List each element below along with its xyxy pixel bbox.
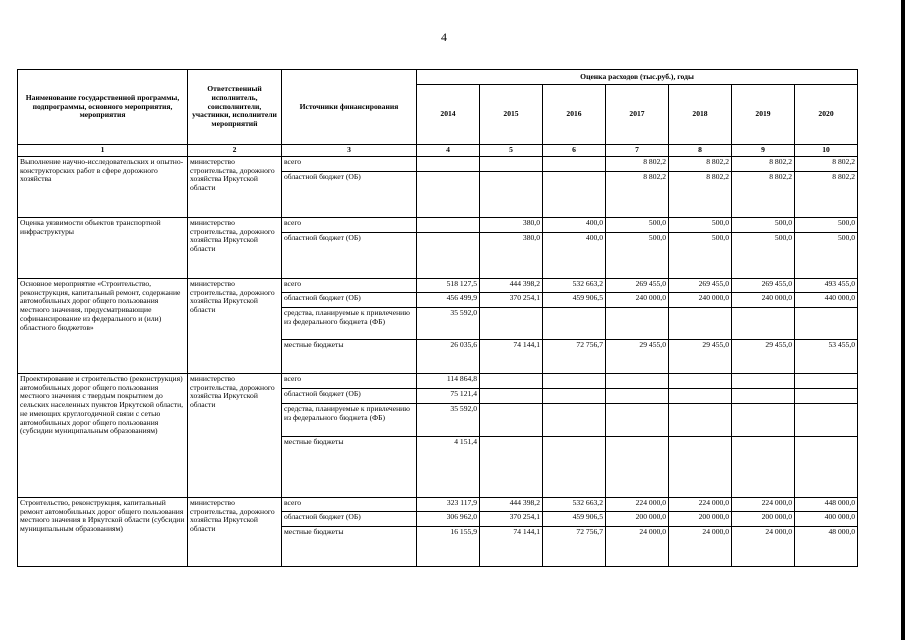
value-cell: 48 000,0: [795, 527, 858, 567]
value-cell: 35 592,0: [417, 404, 480, 437]
column-number: 3: [282, 145, 417, 157]
value-cell: 75 121,4: [417, 389, 480, 404]
value-cell: 370 254,1: [480, 293, 543, 308]
row-executor: министерство строительства, дорожного хозяйства Иркутской области: [188, 374, 282, 498]
row-source: местные бюджеты: [282, 437, 417, 498]
value-cell: [417, 233, 480, 279]
value-cell: [417, 172, 480, 218]
value-cell: [795, 404, 858, 437]
header-estimate: Оценка расходов (тыс.руб.), годы: [417, 70, 858, 85]
value-cell: 8 802,2: [732, 157, 795, 172]
row-source: местные бюджеты: [282, 340, 417, 374]
column-number: 9: [732, 145, 795, 157]
value-cell: 459 906,5: [543, 512, 606, 527]
value-cell: 440 000,0: [795, 293, 858, 308]
value-cell: 8 802,2: [795, 157, 858, 172]
value-cell: 400,0: [543, 233, 606, 279]
value-cell: [732, 308, 795, 340]
value-cell: 500,0: [669, 233, 732, 279]
value-cell: [417, 157, 480, 172]
value-cell: 24 000,0: [669, 527, 732, 567]
column-number: 10: [795, 145, 858, 157]
value-cell: 224 000,0: [669, 498, 732, 512]
row-source: областной бюджет (ОБ): [282, 233, 417, 279]
value-cell: 26 035,6: [417, 340, 480, 374]
value-cell: 8 802,2: [669, 172, 732, 218]
value-cell: [417, 218, 480, 233]
row-source: всего: [282, 498, 417, 512]
row-program-name: Основное мероприятие «Строительство, реконструкция, капитальный ремонт, содержание автомобильных дорог общего пользования местного значения, предусматривающие софинансирование из федерального и (или) областного бюджетов»: [18, 279, 188, 374]
budget-table: [17, 69, 858, 567]
value-cell: 16 155,9: [417, 527, 480, 567]
row-source: всего: [282, 279, 417, 293]
value-cell: 8 802,2: [795, 172, 858, 218]
header-executor: Ответственный исполнитель, соисполнители, участники, исполнители мероприятий: [188, 70, 282, 145]
value-cell: 200 000,0: [732, 512, 795, 527]
value-cell: [480, 404, 543, 437]
value-cell: 240 000,0: [732, 293, 795, 308]
value-cell: 306 962,0: [417, 512, 480, 527]
header-year: 2017: [606, 85, 669, 145]
value-cell: 370 254,1: [480, 512, 543, 527]
value-cell: 200 000,0: [606, 512, 669, 527]
page-edge-bar: [901, 0, 905, 640]
row-executor: министерство строительства, дорожного хозяйства Иркутской области: [188, 157, 282, 218]
value-cell: [543, 374, 606, 389]
value-cell: 500,0: [795, 218, 858, 233]
value-cell: [795, 308, 858, 340]
value-cell: [543, 437, 606, 498]
value-cell: 500,0: [732, 218, 795, 233]
table-row: [18, 279, 858, 293]
value-cell: 500,0: [606, 218, 669, 233]
table-row: [18, 218, 858, 233]
value-cell: 380,0: [480, 218, 543, 233]
value-cell: [732, 404, 795, 437]
value-cell: 532 663,2: [543, 279, 606, 293]
value-cell: 8 802,2: [669, 157, 732, 172]
value-cell: [606, 308, 669, 340]
value-cell: [732, 374, 795, 389]
value-cell: 400,0: [543, 218, 606, 233]
column-number: 6: [543, 145, 606, 157]
value-cell: [480, 389, 543, 404]
value-cell: 240 000,0: [606, 293, 669, 308]
row-source: областной бюджет (ОБ): [282, 172, 417, 218]
value-cell: [606, 404, 669, 437]
value-cell: [606, 389, 669, 404]
value-cell: [606, 374, 669, 389]
value-cell: 269 455,0: [669, 279, 732, 293]
value-cell: 74 144,1: [480, 340, 543, 374]
value-cell: 72 756,7: [543, 340, 606, 374]
header-sources: Источники финансирования: [282, 70, 417, 145]
row-source: областной бюджет (ОБ): [282, 293, 417, 308]
value-cell: 24 000,0: [606, 527, 669, 567]
header-year: 2015: [480, 85, 543, 145]
value-cell: 29 455,0: [732, 340, 795, 374]
table-row: [18, 157, 858, 172]
value-cell: 380,0: [480, 233, 543, 279]
value-cell: 400 000,0: [795, 512, 858, 527]
value-cell: 29 455,0: [606, 340, 669, 374]
row-source: всего: [282, 157, 417, 172]
value-cell: 269 455,0: [732, 279, 795, 293]
value-cell: 224 000,0: [606, 498, 669, 512]
column-number: 7: [606, 145, 669, 157]
table-row: [18, 374, 858, 389]
value-cell: 35 592,0: [417, 308, 480, 340]
value-cell: [669, 374, 732, 389]
value-cell: 8 802,2: [606, 172, 669, 218]
header-program: Наименование государственной программы, подпрограммы, основного мероприятия, мероприятия: [18, 70, 188, 145]
row-source: областной бюджет (ОБ): [282, 512, 417, 527]
header-year: 2019: [732, 85, 795, 145]
column-number: 8: [669, 145, 732, 157]
column-number: 4: [417, 145, 480, 157]
value-cell: [543, 308, 606, 340]
value-cell: 114 864,8: [417, 374, 480, 389]
header-year: 2016: [543, 85, 606, 145]
value-cell: [543, 172, 606, 218]
value-cell: 459 906,5: [543, 293, 606, 308]
value-cell: [480, 172, 543, 218]
value-cell: 29 455,0: [669, 340, 732, 374]
value-cell: [795, 437, 858, 498]
row-source: всего: [282, 218, 417, 233]
column-number: 5: [480, 145, 543, 157]
value-cell: 500,0: [606, 233, 669, 279]
row-program-name: Строительство, реконструкция, капитальный ремонт автомобильных дорог общего пользования местного значения в Иркутской области (субсидии муниципальным образованиям): [18, 498, 188, 567]
header-year: 2014: [417, 85, 480, 145]
value-cell: 493 455,0: [795, 279, 858, 293]
value-cell: [732, 437, 795, 498]
value-cell: 74 144,1: [480, 527, 543, 567]
value-cell: [669, 308, 732, 340]
value-cell: 444 398,2: [480, 279, 543, 293]
value-cell: 53 455,0: [795, 340, 858, 374]
value-cell: [543, 157, 606, 172]
table-row: [18, 498, 858, 512]
value-cell: [669, 404, 732, 437]
value-cell: [480, 157, 543, 172]
column-number-row: [18, 145, 858, 157]
value-cell: [795, 374, 858, 389]
row-source: средства, планируемые к привлечению из федерального бюджета (ФБ): [282, 404, 417, 437]
value-cell: [732, 389, 795, 404]
row-program-name: Проектирование и строительство (реконструкция) автомобильных дорог общего пользования местного значения с твердым покрытием до сельских населенных пунктов Иркутской области, не имеющих круглогодичной связи с сетью автомобильных дорог общего пользования (субсидии муниципальным образованиям): [18, 374, 188, 498]
value-cell: [480, 374, 543, 389]
value-cell: [480, 308, 543, 340]
value-cell: [543, 404, 606, 437]
column-number: 2: [188, 145, 282, 157]
header-year: 2018: [669, 85, 732, 145]
value-cell: 456 499,9: [417, 293, 480, 308]
value-cell: 72 756,7: [543, 527, 606, 567]
value-cell: [543, 389, 606, 404]
row-program-name: Оценка уязвимости объектов транспортной инфраструктуры: [18, 218, 188, 279]
value-cell: [669, 389, 732, 404]
value-cell: 8 802,2: [606, 157, 669, 172]
value-cell: [480, 437, 543, 498]
row-executor: министерство строительства, дорожного хозяйства Иркутской области: [188, 218, 282, 279]
row-executor: министерство строительства, дорожного хозяйства Иркутской области: [188, 498, 282, 567]
value-cell: 224 000,0: [732, 498, 795, 512]
value-cell: 323 117,9: [417, 498, 480, 512]
page-number: 4: [441, 30, 447, 44]
value-cell: 448 000,0: [795, 498, 858, 512]
value-cell: 269 455,0: [606, 279, 669, 293]
value-cell: 444 398,2: [480, 498, 543, 512]
value-cell: 532 663,2: [543, 498, 606, 512]
value-cell: 4 151,4: [417, 437, 480, 498]
row-executor: министерство строительства, дорожного хозяйства Иркутской области: [188, 279, 282, 374]
row-program-name: Выполнение научно-исследовательских и опытно-конструкторских работ в сфере дорожного хозяйства: [18, 157, 188, 218]
row-source: всего: [282, 374, 417, 389]
row-source: средства, планируемые к привлечению из федерального бюджета (ФБ): [282, 308, 417, 340]
value-cell: 200 000,0: [669, 512, 732, 527]
value-cell: 24 000,0: [732, 527, 795, 567]
value-cell: 8 802,2: [732, 172, 795, 218]
value-cell: 240 000,0: [669, 293, 732, 308]
row-source: областной бюджет (ОБ): [282, 389, 417, 404]
value-cell: 500,0: [732, 233, 795, 279]
value-cell: 500,0: [795, 233, 858, 279]
value-cell: 500,0: [669, 218, 732, 233]
value-cell: [795, 389, 858, 404]
column-number: 1: [18, 145, 188, 157]
header-year: 2020: [795, 85, 858, 145]
value-cell: [606, 437, 669, 498]
value-cell: 518 127,5: [417, 279, 480, 293]
value-cell: [669, 437, 732, 498]
row-source: местные бюджеты: [282, 527, 417, 567]
